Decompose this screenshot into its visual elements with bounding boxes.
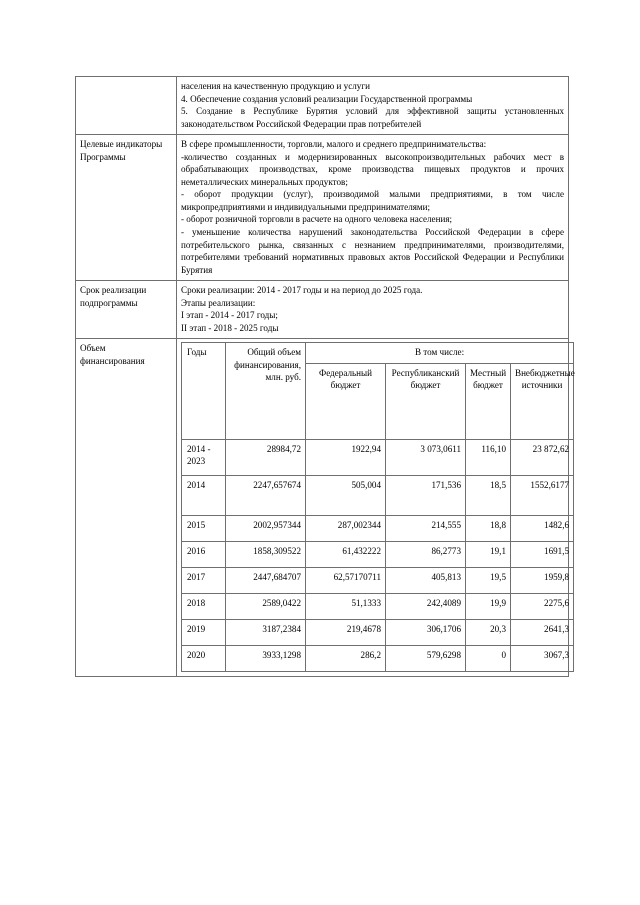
- cell-extrabudget: 1482,6: [511, 515, 574, 541]
- paragraph: -количество созданных и модернизированных высокопроизводительных рабочих мест в обрабатывающих производствах, кроме производства пищевых продуктов и прочих неметаллических минеральных продуктов;: [181, 151, 564, 187]
- column-header-total-financing: Общий объем финансирования, млн. руб.: [226, 343, 306, 440]
- row-label-implementation-period: [76, 281, 177, 339]
- cell-local: 116,10: [466, 439, 511, 475]
- table-row-financing-volume: [76, 339, 569, 677]
- row-label-continuation: [76, 77, 177, 135]
- cell-year: 2018: [182, 593, 226, 619]
- column-header-republican-budget: Республиканский бюджет: [386, 363, 466, 439]
- column-header-local-budget: Местный бюджет: [466, 363, 511, 439]
- cell-year: 2017: [182, 567, 226, 593]
- cell-extrabudget: 1552,6177: [511, 475, 574, 515]
- cell-year: 2019: [182, 619, 226, 645]
- row-body-target-indicators: [177, 135, 569, 281]
- cell-federal: 505,004: [306, 475, 386, 515]
- label-text: Объем финансирования: [80, 343, 145, 366]
- paragraph: Сроки реализации: 2014 - 2017 годы и на период до 2025 года.: [181, 285, 423, 296]
- paragraph: В сфере промышленности, торговли, малого и среднего предпринимательства:: [181, 139, 487, 150]
- cell-local: 0: [466, 645, 511, 671]
- column-header-years: Годы: [182, 343, 226, 440]
- cell-republican: 214,555: [386, 515, 466, 541]
- paragraph: населения на качественную продукцию и услуги: [181, 81, 370, 91]
- cell-republican: 242,4089: [386, 593, 466, 619]
- cell-republican: 86,2773: [386, 541, 466, 567]
- cell-total: 1858,309522: [226, 541, 306, 567]
- cell-year: 2015: [182, 515, 226, 541]
- table-row: [182, 645, 574, 671]
- paragraph: Этапы реализации:: [181, 297, 256, 308]
- table-row-implementation-period: [76, 281, 569, 339]
- table-row: [182, 567, 574, 593]
- table-row: [182, 475, 574, 515]
- row-label-financing-volume: [76, 339, 177, 677]
- row-label-target-indicators: [76, 135, 177, 281]
- table-row: [182, 541, 574, 567]
- cell-extrabudget: 2275,6: [511, 593, 574, 619]
- cell-total: 3933,1298: [226, 645, 306, 671]
- paragraph: - уменьшение количества нарушений законодательства Российской Федерации в сфере потребительского рынка, связанных с незнанием предпринимателями, производителями, потребителями требований нормативных правовых актов Российской Федерации и Республики Бурятия: [181, 227, 564, 275]
- paragraph: 4. Обеспечение создания условий реализации Государственной программы: [181, 93, 473, 104]
- cell-extrabudget: 2641,3: [511, 619, 574, 645]
- cell-local: 18,5: [466, 475, 511, 515]
- cell-local: 20,3: [466, 619, 511, 645]
- row-body-financing-volume: [177, 339, 575, 677]
- paragraph: - оборот розничной торговли в расчете на одного человека населения;: [181, 214, 453, 225]
- paragraph: I этап - 2014 - 2017 годы;: [181, 310, 278, 321]
- cell-federal: 1922,94: [306, 439, 386, 475]
- row-body-continuation: [177, 77, 569, 135]
- table-row: [182, 619, 574, 645]
- table-row: [182, 593, 574, 619]
- cell-year: 2020: [182, 645, 226, 671]
- row-body-implementation-period: [177, 281, 569, 339]
- paragraph: II этап - 2018 - 2025 годы: [181, 322, 279, 333]
- cell-federal: 51,1333: [306, 593, 386, 619]
- cell-local: 19,9: [466, 593, 511, 619]
- column-header-extrabudgetary-sources: Внебюджетные источники: [511, 363, 574, 439]
- cell-federal: 287,002344: [306, 515, 386, 541]
- column-header-federal-budget: Федеральный бюджет: [306, 363, 386, 439]
- cell-local: 18,8: [466, 515, 511, 541]
- cell-total: 2247,657674: [226, 475, 306, 515]
- program-passport-table: [75, 76, 575, 677]
- table-row-target-indicators: [76, 135, 569, 281]
- cell-year: 2014 - 2023: [182, 439, 226, 475]
- cell-extrabudget: 1959,8: [511, 567, 574, 593]
- cell-total: 2002,957344: [226, 515, 306, 541]
- cell-federal: 286,2: [306, 645, 386, 671]
- cell-republican: 306,1706: [386, 619, 466, 645]
- cell-extrabudget: 3067,3: [511, 645, 574, 671]
- cell-total: 2447,684707: [226, 567, 306, 593]
- cell-republican: 171,536: [386, 475, 466, 515]
- label-text: Целевые индикаторы Программы: [80, 139, 163, 162]
- column-header-including: В том числе:: [306, 343, 574, 364]
- table-row-continuation: [76, 77, 569, 135]
- cell-republican: 3 073,0611: [386, 439, 466, 475]
- cell-extrabudget: 1691,5: [511, 541, 574, 567]
- cell-federal: 61,432222: [306, 541, 386, 567]
- cell-total: 28984,72: [226, 439, 306, 475]
- financing-header-row-top: [182, 343, 574, 364]
- table-row: [182, 515, 574, 541]
- cell-local: 19,1: [466, 541, 511, 567]
- cell-year: 2014: [182, 475, 226, 515]
- cell-local: 19,5: [466, 567, 511, 593]
- cell-year: 2016: [182, 541, 226, 567]
- paragraph: - оборот продукции (услуг), производимой малыми предприятиями, в том числе микропредприятиями и индивидуальными предпринимателями;: [181, 189, 564, 212]
- cell-federal: 62,57170711: [306, 567, 386, 593]
- cell-republican: 405,813: [386, 567, 466, 593]
- cell-extrabudget: 23 872,62: [511, 439, 574, 475]
- cell-total: 3187,2384: [226, 619, 306, 645]
- cell-federal: 219,4678: [306, 619, 386, 645]
- financing-data-table: [181, 342, 574, 672]
- label-text: Срок реализации подпрограммы: [80, 285, 147, 308]
- cell-total: 2589,0422: [226, 593, 306, 619]
- paragraph: 5. Создание в Республике Бурятия условий для эффективной защиты установленных законодательством Российской Федерации прав потребителей: [181, 106, 564, 129]
- cell-republican: 579,6298: [386, 645, 466, 671]
- table-row: [182, 439, 574, 475]
